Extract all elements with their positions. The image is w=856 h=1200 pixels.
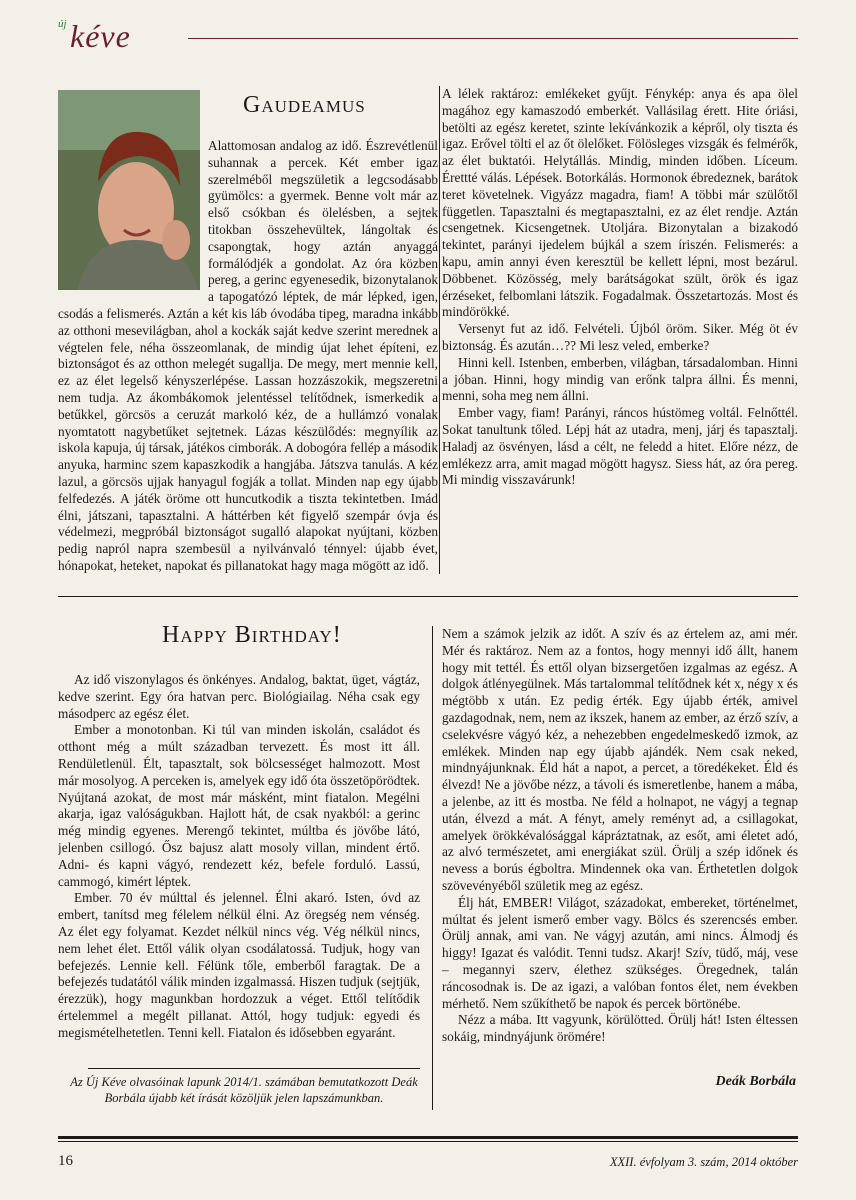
article1-title: Gaudeamus — [243, 92, 366, 118]
article1-col2-paragraph: Versenyt fut az idő. Felvételi. Újból öröm. Siker. Még öt év biztonság. És azután…?? Mi lesz veled, emberke? — [442, 321, 798, 353]
article1-col2-paragraph: Hinni kell. Istenben, emberben, világban, társadalomban. Hinni a jóban. Hinni, hogy mindig van erőnk talpra állni. És menni, menni, soha meg nem állni. — [442, 354, 798, 404]
article2-col1-paragraph: Az idő viszonylagos és önkényes. Andalog, baktat, üget, vágtáz, kedve szerint. Egy óra hatvan perc. Biológiailag. Néha csak egy másodperc az egész élet. — [58, 672, 420, 721]
masthead-uj: új — [58, 18, 67, 30]
masthead-keve: kéve — [70, 18, 131, 54]
page-number: 16 — [58, 1153, 73, 1169]
article2-col2-paragraph: Nézz a mába. Itt vagyunk, körülötted. Örülj hát! Isten éltessen sokáig, mindnyájunk örömére! — [442, 1012, 798, 1045]
column-separator-bottom — [432, 626, 433, 1110]
article2-col2-paragraph: Élj hát, EMBER! Világot, századokat, embereket, történelmet, múltat és jelent ismerő ember vagy. Bölcs és szerencsés ember. Örülj annak, ami van. Ne vágyj azután, ami nincs. Álmodj és higgy! Igazat és valódit. Tenni tudsz. Akarj! Szív, tüdő, máj, vese – megannyi szerv, élethez szükséges. Öregednek, talán ráncosodnak is. De az igazi, a valóban fontos élet, nem években mérhető. Nem szűkíthető be napok és percek börtönébe. — [442, 894, 798, 1011]
note-rule — [88, 1068, 420, 1069]
photo-wrap-spacer — [58, 138, 208, 294]
footer-rule-thin — [58, 1141, 798, 1142]
masthead-rule — [188, 38, 798, 39]
editor-note: Az Új Kéve olvasóinak lapunk 2014/1. számában bemutatkozott Deák Borbála újabb két írását közöljük jelen lapszámunkban. — [70, 1075, 418, 1105]
article2-col2-paragraph: Nem a számok jelzik az időt. A szív és az értelem az, ami mér. Mér és raktároz. Nem az a fontos, hogy mennyi idő állt, hanem hogy mit tettél. És ettől olyan bizsergetően izgalmas az egész. A dolgok átlényegülnek. Más tartalommal telítődnek két x, négy x és mégtöbb x után. Ez pedig érték. Egy újabb érték, amivel gazdagodnak, nem, nem az ikszek, hanem az ember, az érző szív, a cselekvésre vágyó kéz, a nehezebben engedelmeskedő izmok, az emlékek. Minden nap egy újabb ajándék. Nem csak neked, mindnyájunknak. Éld hát a napot, a percet, a töredékeket. Éld és élvezd! Ne a jövőbe nézz, a távoli és ismeretlenbe, hanem a mába, a jelenbe, az itt és mostba. Ne féld a holnapot, ne vágyj a tegnap után, élvezd a mát. A fényt, amely reményt ad, a csillagokat, amelyek örökkévalósággal kápráztatnak, az esőt, ami életet adó, az alvó természetet, ami energiákat szül. Örülj a szép időnek és nevess a borús égboltra. Mindennek oka van. Érthetetlen dolgok szövevényéből születik meg az egész. — [442, 626, 798, 893]
article1-col2-paragraph: Ember vagy, fiam! Parányi, ráncos hústömeg voltál. Felnőttél. Sokat tanultunk tőled. Lépj hát az utadra, menj, járj és tapasztalj. Haladj az ösvényen, lásd a célt, ne feledd a hitet. Előre nézz, de emlékezz arra, amit magad mögött hagysz. Siess hát, az óra pereg. Mi mindig visszavárunk! — [442, 405, 798, 488]
article2-col1-paragraph: Ember a monotonban. Ki túl van minden iskolán, családot és otthont még a múlt században tervezett. És most itt áll. Rendületlenül. Élt, tapasztalt, sok bölcsességet halmozott. Most már mosolyog. A perceken is, amelyek egy idő óta összetöpörödtek. Nyújtaná azokat, de most már másként, mint fiatalon. Megélni akarja, igaz valóságukban. Hajlott hát, de csak nyakból: a gerinc még mindig egyenes. Merengő tekintet, múltba és jövőbe látó, jelenben csillogó. Ősz bajusz alatt mosoly villan, mindent értő. Adni- és kapni vágyó, rendezett kéz, befele forduló. Lassú, cammogó, kimért léptek. — [58, 722, 420, 889]
author-signature: Deák Borbála — [715, 1074, 796, 1089]
article1-col1-paragraph: Alattomosan andalog az idő. Észrevétlenül suhannak a percek. Két ember igaz szerelméből megszületik a legcsodásabb gyümölcs: a gyermek. Benne volt már az első csókban és ölelésben, a sejtek titokban összehevültek, lángoltak és csapongtak, hogy aztán anyaggá formálódjék a gondolat. Az óra közben pereg, a gerinc egyenesedik, bizonytalanok a tapogatózó léptek, de már lépked, igen, csodás a felismerés. Aztán a két kis láb óvodába tipeg, maradna inkább az otthoni mesevilágban, ahol a kockák saját kedve szerint merednek a végtelen fele, néha összeomlanak, de mindig újat lehet építeni, ez biztonságot és az otthon melegét sugallja. De megy, mert mennie kell, ez az élet legelső kényszerlépése. Lassan hozzászokik, megszeretni nem tudja. Az ákombákomok jelentéssel telítődnek, ismerkedik a betűkkel, görcsös a ceruzát markoló kéz, de a hullámzó vonalak nyomtatott nagybetűket sejtetnek. Lázas készülődés: megnyílik az iskola kapuja, új társak, játékos cimborák. A dobogóra fellép a második anyuka, harminc szem kapaszkodik a hangjába. Játszva tanulás. A kéz lazul, a görcsös ujjak hanyagul fogják a tollat. Minden nap egy újabb felfedezés. A játék öröme ott huncutkodik a tiszta tekintetben. Imád élni, játszani, tapasztalni. A háttérben két figyelő szempár óvja és védelmezi, megpróbál biztonságot sugalló alapokat nyújtani, közben pedig napról napra szembesül a nyilvánvaló ténnyel: újabb évet, hónapokat, heteket, napokat és pillanatokat hagy maga mögött az idő. — [58, 138, 438, 573]
article2-title: Happy Birthday! — [162, 622, 342, 648]
footer-rule-thick — [58, 1136, 798, 1139]
article2-column-2 — [442, 626, 798, 1066]
article1-column-2 — [442, 86, 798, 576]
article1-col2-paragraph: A lélek raktároz: emlékeket gyűjt. Fénykép: anya és apa ölel magához egy kamaszodó emberkét. Vallásilag érett. Hite óriási, betölti az egész keretet, szinte lekívánkozik a képről, oly tiszta és igaz. Erővel tölti el az őt ölelőket. Fölösleges vizsgák és felmérők, az élet buktatói. Helytállás. Mindig, minden időben. Líceum. Érettté válás. Lépések. Botorkálás. Hormonok ébredeznek, barátok teret követelnek. Vigyázz magadra, fiam! A többi már szülőtől független. Tapasztalni és megtapasztalni, ez az élet rendje. Aztán csengetnek. Kicsengetnek. Utoljára. Bizonytalan a bizakodó tekintet, parányi ijedelem bújkál a szem íriszén. Felismerés: a kapu, amin annyi éven keresztül be kellett lépni, most bezárul. Döbbenet. Közösség, mely barátságokat szült, örök és igaz érzéseket, felbomlani látszik. Fogadalmak. Összetartozás. Most és mindörökké. — [442, 86, 798, 320]
article2-col1-paragraph: Ember. 70 év múlttal és jelennel. Élni akaró. Isten, óvd az embert, tanítsd meg félelem nélkül élni. Az öregség nem vénség. Az élet egy folyamat. Kezdet nélkül nincs vég. Vég nélkül nincs, nem lehet élet. Ettől válik olyan csodálatossá. Tudjuk, hogy van befejezés. Lennie kell. Félünk tőle, emberből faragtak. De a befejezés tudatától válik minden izgalmassá. Hiszen tudjuk (sejtjük, érezzük), hogy magunkban hordozzuk a véget. Ettől telítődik értelemmel a megélt pillanat. Attól, hogy tudjuk: egyedi és megismételhetetlen. Tenni kell. Fiatalon és idősebben egyaránt. — [58, 890, 420, 1040]
column-separator-top — [439, 86, 440, 574]
article2-column-1 — [58, 672, 420, 1062]
article-divider — [58, 596, 798, 597]
issue-info: XXII. évfolyam 3. szám, 2014 október — [609, 1155, 798, 1169]
masthead — [58, 14, 798, 54]
article1-column-1 — [58, 138, 438, 578]
